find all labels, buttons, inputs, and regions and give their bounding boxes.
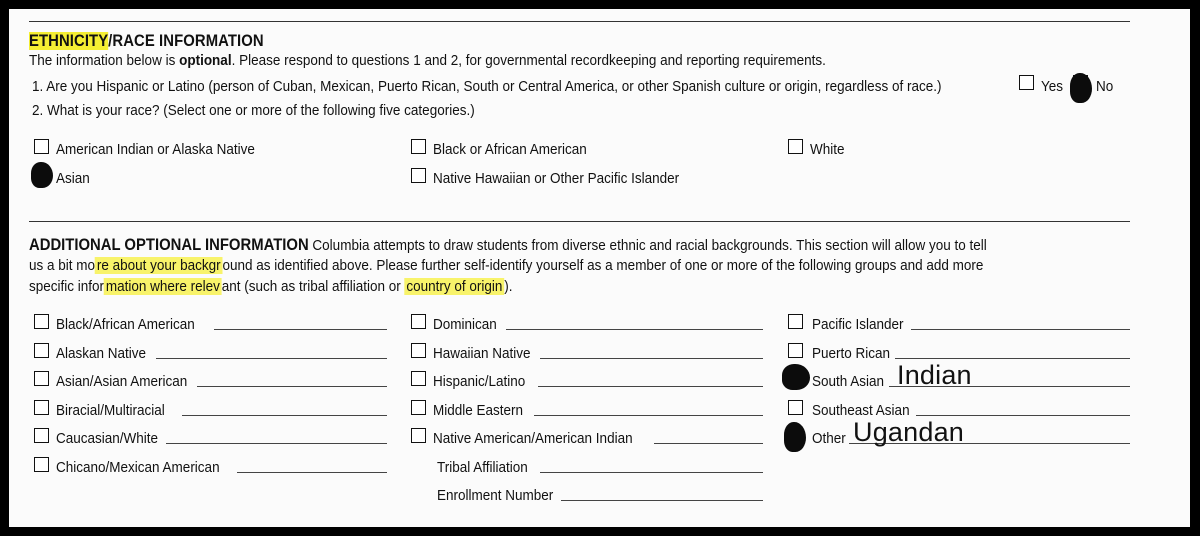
- other-label: Other: [812, 430, 846, 447]
- white-checkbox[interactable]: [788, 139, 803, 154]
- hawaiian-native-line[interactable]: [540, 358, 763, 359]
- title-highlight: ETHNICITY: [29, 32, 109, 50]
- biracial-label: Biracial/Multiracial: [56, 402, 165, 419]
- black-african-american-checkbox[interactable]: [34, 314, 49, 329]
- hawaiian-native-label: Hawaiian Native: [433, 345, 531, 362]
- q1-yes-label: Yes: [1041, 78, 1064, 95]
- native-hawaiian-checkbox[interactable]: [411, 168, 426, 183]
- middle-eastern-checkbox[interactable]: [411, 400, 426, 415]
- native-hawaiian-label: Native Hawaiian or Other Pacific Islander: [433, 170, 680, 187]
- tribal-affiliation-line[interactable]: [540, 472, 763, 473]
- south-asian-label: South Asian: [812, 373, 885, 390]
- dominican-checkbox[interactable]: [411, 314, 426, 329]
- native-american-label: Native American/American Indian: [433, 430, 633, 447]
- q1-yes-checkbox[interactable]: [1019, 75, 1034, 90]
- southeast-asian-label: Southeast Asian: [812, 402, 910, 419]
- alaskan-native-checkbox[interactable]: [34, 343, 49, 358]
- middle-eastern-label: Middle Eastern: [433, 402, 524, 419]
- american-indian-label: American Indian or Alaska Native: [56, 141, 255, 158]
- question-2: 2. What is your race? (Select one or more of the following five categories.): [32, 102, 475, 119]
- hispanic-latino-checkbox[interactable]: [411, 371, 426, 386]
- q1-no-mark-icon: [1070, 73, 1092, 103]
- caucasian-label: Caucasian/White: [56, 430, 159, 447]
- southeast-asian-line[interactable]: [916, 415, 1130, 416]
- chicano-checkbox[interactable]: [34, 457, 49, 472]
- middle-rule: [29, 221, 1130, 222]
- chicano-line[interactable]: [237, 472, 387, 473]
- section2-title: ADDITIONAL OPTIONAL INFORMATION: [29, 236, 309, 254]
- hispanic-latino-line[interactable]: [538, 386, 763, 387]
- puerto-rican-checkbox[interactable]: [788, 343, 803, 358]
- pacific-islander-line[interactable]: [911, 329, 1130, 330]
- caucasian-checkbox[interactable]: [34, 428, 49, 443]
- puerto-rican-label: Puerto Rican: [812, 345, 891, 362]
- southeast-asian-checkbox[interactable]: [788, 400, 803, 415]
- native-american-checkbox[interactable]: [411, 428, 426, 443]
- asian-american-checkbox[interactable]: [34, 371, 49, 386]
- alaskan-native-line[interactable]: [156, 358, 387, 359]
- dominican-label: Dominican: [433, 316, 497, 333]
- black-african-american-label: Black/African American: [56, 316, 195, 333]
- black-label: Black or African American: [433, 141, 587, 158]
- pacific-islander-checkbox[interactable]: [788, 314, 803, 329]
- intro-text: The information below is optional. Please respond to questions 1 and 2, for governmental recordkeeping and reporting requirements.: [29, 52, 826, 69]
- other-handwriting: Ugandan: [853, 417, 964, 447]
- other-mark-icon: [784, 422, 806, 452]
- asian-american-line[interactable]: [197, 386, 387, 387]
- section1-title: ETHNICITY/RACE INFORMATION: [29, 32, 264, 50]
- section2-line3: specific infor mation where relev ant (such as tribal affiliation or country of origin ).: [29, 278, 513, 295]
- south-asian-mark-icon: [782, 364, 810, 390]
- asian-american-label: Asian/Asian American: [56, 373, 188, 390]
- biracial-line[interactable]: [182, 415, 387, 416]
- black-african-american-line[interactable]: [214, 329, 387, 330]
- hispanic-latino-label: Hispanic/Latino: [433, 373, 526, 390]
- top-rule: [29, 21, 1130, 22]
- section2-line1: ADDITIONAL OPTIONAL INFORMATION Columbia attempts to draw students from diverse ethnic and racial backgrounds. This section will allow you to tell: [29, 236, 987, 254]
- chicano-label: Chicano/Mexican American: [56, 459, 220, 476]
- hawaiian-native-checkbox[interactable]: [411, 343, 426, 358]
- black-checkbox[interactable]: [411, 139, 426, 154]
- alaskan-native-label: Alaskan Native: [56, 345, 147, 362]
- american-indian-checkbox[interactable]: [34, 139, 49, 154]
- form-page: [9, 9, 1190, 527]
- dominican-line[interactable]: [506, 329, 763, 330]
- south-asian-handwriting: Indian: [897, 360, 972, 390]
- white-label: White: [810, 141, 845, 158]
- question-1: 1. Are you Hispanic or Latino (person of Cuban, Mexican, Puerto Rican, South or Central America, or other Spanish culture or origin, regardless of race.): [32, 78, 942, 95]
- asian-mark-icon: [31, 162, 53, 188]
- asian-label: Asian: [56, 170, 90, 187]
- enrollment-number-line[interactable]: [561, 500, 763, 501]
- puerto-rican-line[interactable]: [895, 358, 1130, 359]
- pacific-islander-label: Pacific Islander: [812, 316, 904, 333]
- section2-line2: us a bit mo re about your backgr ound as identified above. Please further self-identify yourself as a member of one or more of the following groups and add more: [29, 257, 984, 274]
- q1-no-label: No: [1096, 78, 1114, 95]
- tribal-affiliation-label: Tribal Affiliation: [437, 459, 528, 476]
- enrollment-number-label: Enrollment Number: [437, 487, 554, 504]
- middle-eastern-line[interactable]: [534, 415, 763, 416]
- native-american-line[interactable]: [654, 443, 763, 444]
- caucasian-line[interactable]: [166, 443, 387, 444]
- biracial-checkbox[interactable]: [34, 400, 49, 415]
